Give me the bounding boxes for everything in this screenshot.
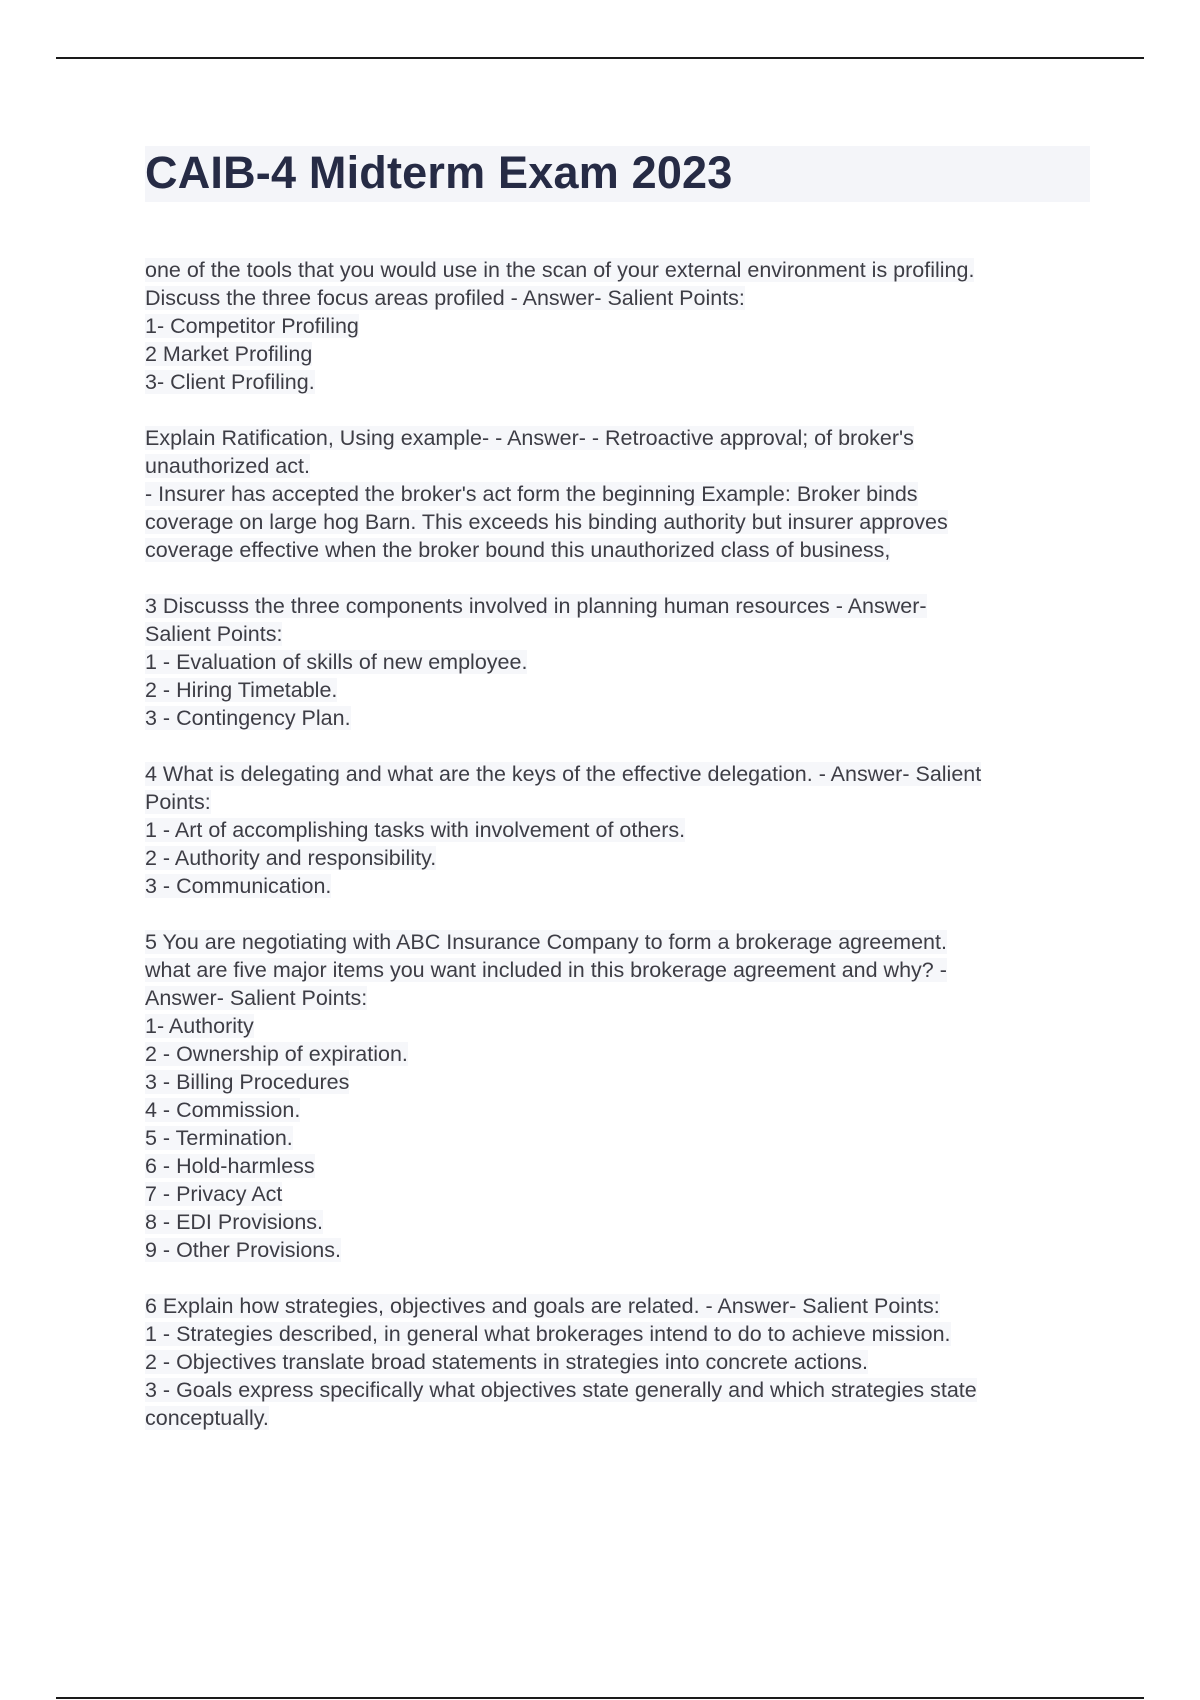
text-line: 3 - Goals express specifically what objectives state generally and which strategies state	[145, 1378, 977, 1402]
text-line: 7 - Privacy Act	[145, 1182, 283, 1206]
text-line: 8 - EDI Provisions.	[145, 1210, 324, 1234]
text-line: conceptually.	[145, 1406, 269, 1430]
text-line: 3 - Communication.	[145, 874, 332, 898]
question-block-6	[145, 1292, 1095, 1432]
text-line: Answer- Salient Points:	[145, 986, 368, 1010]
text-line: unauthorized act.	[145, 454, 310, 478]
text-line: 5 You are negotiating with ABC Insurance Company to form a brokerage agreement.	[145, 930, 947, 954]
text-line: - Insurer has accepted the broker's act form the beginning Example: Broker binds	[145, 482, 918, 506]
text-line: 6 - Hold-harmless	[145, 1154, 315, 1178]
text-line: 2 Market Profiling	[145, 342, 313, 366]
text-line: 1- Authority	[145, 1014, 254, 1038]
page-title: CAIB-4 Midterm Exam 2023	[145, 147, 733, 198]
text-line: 1 - Strategies described, in general what brokerages intend to do to achieve mission.	[145, 1322, 951, 1346]
text-line: 2 - Objectives translate broad statements in strategies into concrete actions.	[145, 1350, 869, 1374]
text-line: Explain Ratification, Using example- - Answer- - Retroactive approval; of broker's	[145, 426, 914, 450]
text-line: 3 Discusss the three components involved in planning human resources - Answer-	[145, 594, 927, 618]
text-line: one of the tools that you would use in the scan of your external environment is profiling.	[145, 258, 975, 282]
text-line: coverage on large hog Barn. This exceeds his binding authority but insurer approves	[145, 510, 948, 534]
text-line: Discuss the three focus areas profiled - Answer- Salient Points:	[145, 286, 745, 310]
text-line: 2 - Authority and responsibility.	[145, 846, 437, 870]
text-line: 3 - Contingency Plan.	[145, 706, 351, 730]
text-line: 4 What is delegating and what are the keys of the effective delegation. - Answer- Salient	[145, 762, 982, 786]
text-line: 4 - Commission.	[145, 1098, 301, 1122]
text-line: 6 Explain how strategies, objectives and goals are related. - Answer- Salient Points:	[145, 1294, 940, 1318]
text-line: 5 - Termination.	[145, 1126, 293, 1150]
question-block-1	[145, 256, 1095, 396]
text-line: 2 - Hiring Timetable.	[145, 678, 338, 702]
text-line: coverage effective when the broker bound this unauthorized class of business,	[145, 538, 891, 562]
document-body	[145, 256, 1095, 1460]
question-block-5	[145, 928, 1095, 1264]
text-line: Salient Points:	[145, 622, 283, 646]
text-line: 9 - Other Provisions.	[145, 1238, 341, 1262]
top-rule	[56, 57, 1144, 59]
text-line: 1- Competitor Profiling	[145, 314, 359, 338]
question-block-4	[145, 760, 1095, 900]
text-line: 1 - Art of accomplishing tasks with involvement of others.	[145, 818, 686, 842]
text-line: 2 - Ownership of expiration.	[145, 1042, 408, 1066]
text-line: Points:	[145, 790, 211, 814]
text-line: 1 - Evaluation of skills of new employee.	[145, 650, 528, 674]
text-line: 3- Client Profiling.	[145, 370, 315, 394]
question-block-3	[145, 592, 1095, 732]
text-line: what are five major items you want included in this brokerage agreement and why? -	[145, 958, 947, 982]
text-line: 3 - Billing Procedures	[145, 1070, 350, 1094]
bottom-rule	[56, 1697, 1144, 1699]
question-block-2	[145, 424, 1095, 564]
